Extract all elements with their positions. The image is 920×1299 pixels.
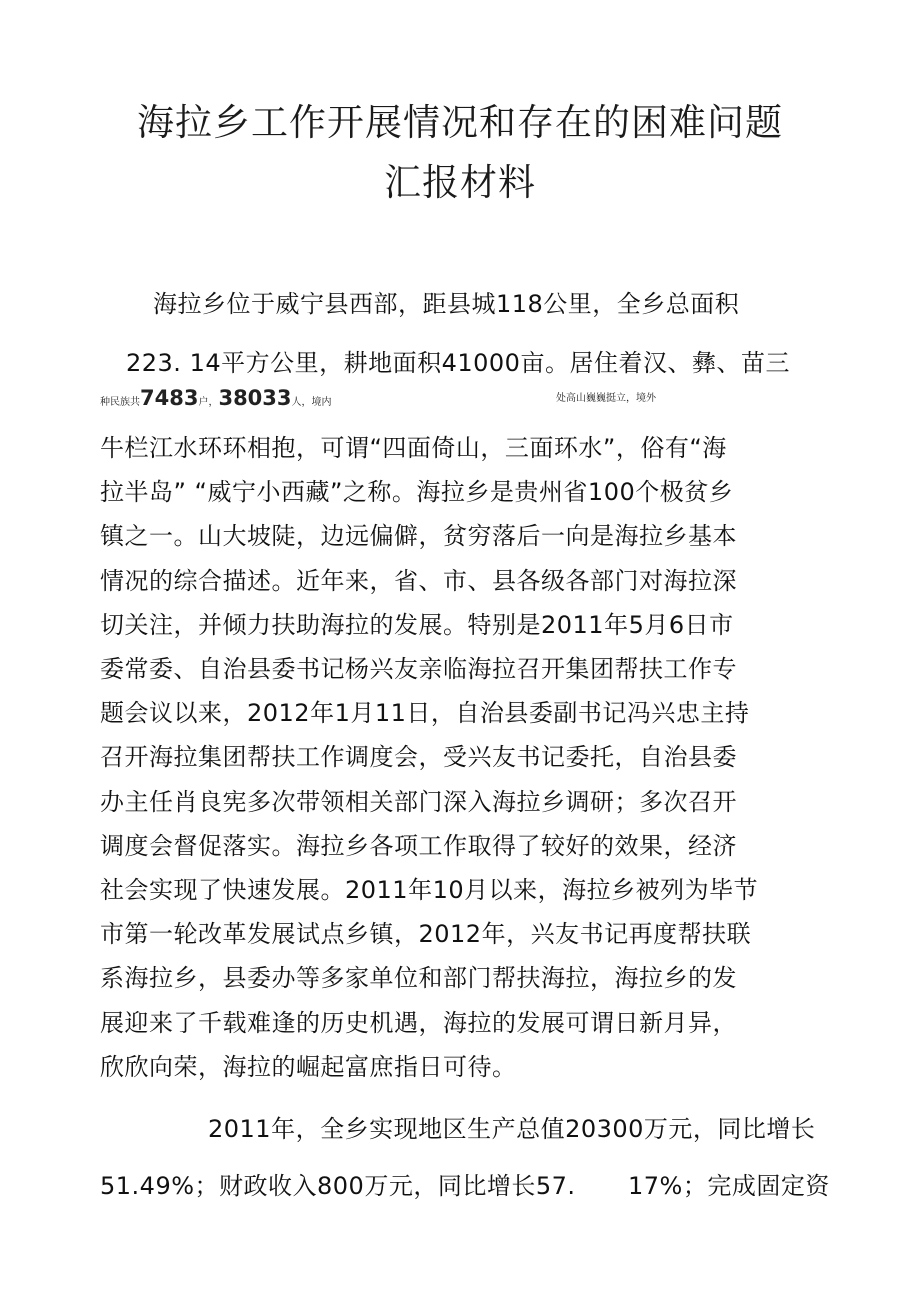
body-line: 拉半岛” “威宁小西藏”之称。海拉乡是贵州省100个极贫乡 <box>100 478 734 506</box>
paragraph-1-line-1: 海拉乡位于威宁县西部，距县城118公里，全乡总面积 <box>153 290 740 318</box>
paragraph-2-line-1: 2011年，全乡实现地区生产总值20300万元，同比增长 <box>208 1115 816 1143</box>
footnote-unit-2: 人，境内 <box>291 397 332 408</box>
paragraph-1-line-2: 223. 14平方公里，耕地面积41000亩。居住着汉、彝、苗三 <box>126 349 790 377</box>
body-line: 题会议以来，2012年1月11日，自治县委副书记冯兴忠主持 <box>100 699 750 727</box>
body-line: 牛栏江水环环相抱，可谓“四面倚山，三面环水”，俗有“海 <box>100 434 727 462</box>
body-line: 情况的综合描述。近年来，省、市、县各级各部门对海拉深 <box>100 567 737 595</box>
footnote-population: 38033 <box>218 386 292 410</box>
body-line: 市第一轮改革发展试点乡镇，2012年，兴友书记再度帮扶联 <box>100 920 752 948</box>
paragraph-2-line-2a: 51.49%；财政收入800万元，同比增长57. <box>100 1172 576 1200</box>
body-line: 调度会督促落实。海拉乡各项工作取得了较好的效果，经济 <box>100 832 737 860</box>
footnote-unit-1: 户， <box>198 397 219 408</box>
body-line: 办主任肖良宪多次带领相关部门深入海拉乡调研；多次召开 <box>100 788 737 816</box>
title-line-2: 汇报材料 <box>384 161 536 204</box>
body-line: 社会实现了快速发展。2011年10月以来，海拉乡被列为毕节 <box>100 876 759 904</box>
body-line: 展迎来了千载难逢的历史机遇，海拉的发展可谓日新月异， <box>100 1009 737 1037</box>
title-line-1: 海拉乡工作开展情况和存在的困难问题 <box>137 101 783 144</box>
body-line: 镇之一。山大坡陡，边远偏僻，贫穷落后一向是海拉乡基本 <box>100 522 737 550</box>
body-line: 委常委、自治县委书记杨兴友亲临海拉召开集团帮扶工作专 <box>100 655 737 683</box>
footnote-left <box>100 386 332 410</box>
footnote-prefix: 种民族共 <box>100 397 140 408</box>
body-line: 切关注，并倾力扶助海拉的发展。特别是2011年5月6日市 <box>100 611 734 639</box>
footnote-right: 处高山巍巍挺立，境外 <box>556 393 656 404</box>
body-line: 召开海拉集团帮扶工作调度会，受兴友书记委托，自治县委 <box>100 743 737 771</box>
body-line: 系海拉乡，县委办等多家单位和部门帮扶海拉，海拉乡的发 <box>100 964 737 992</box>
body-line: 欣欣向荣，海拉的崛起富庶指日可待。 <box>100 1053 517 1081</box>
footnote-households: 7483 <box>140 386 199 410</box>
paragraph-2-line-2b: 17%；完成固定资 <box>628 1172 830 1200</box>
